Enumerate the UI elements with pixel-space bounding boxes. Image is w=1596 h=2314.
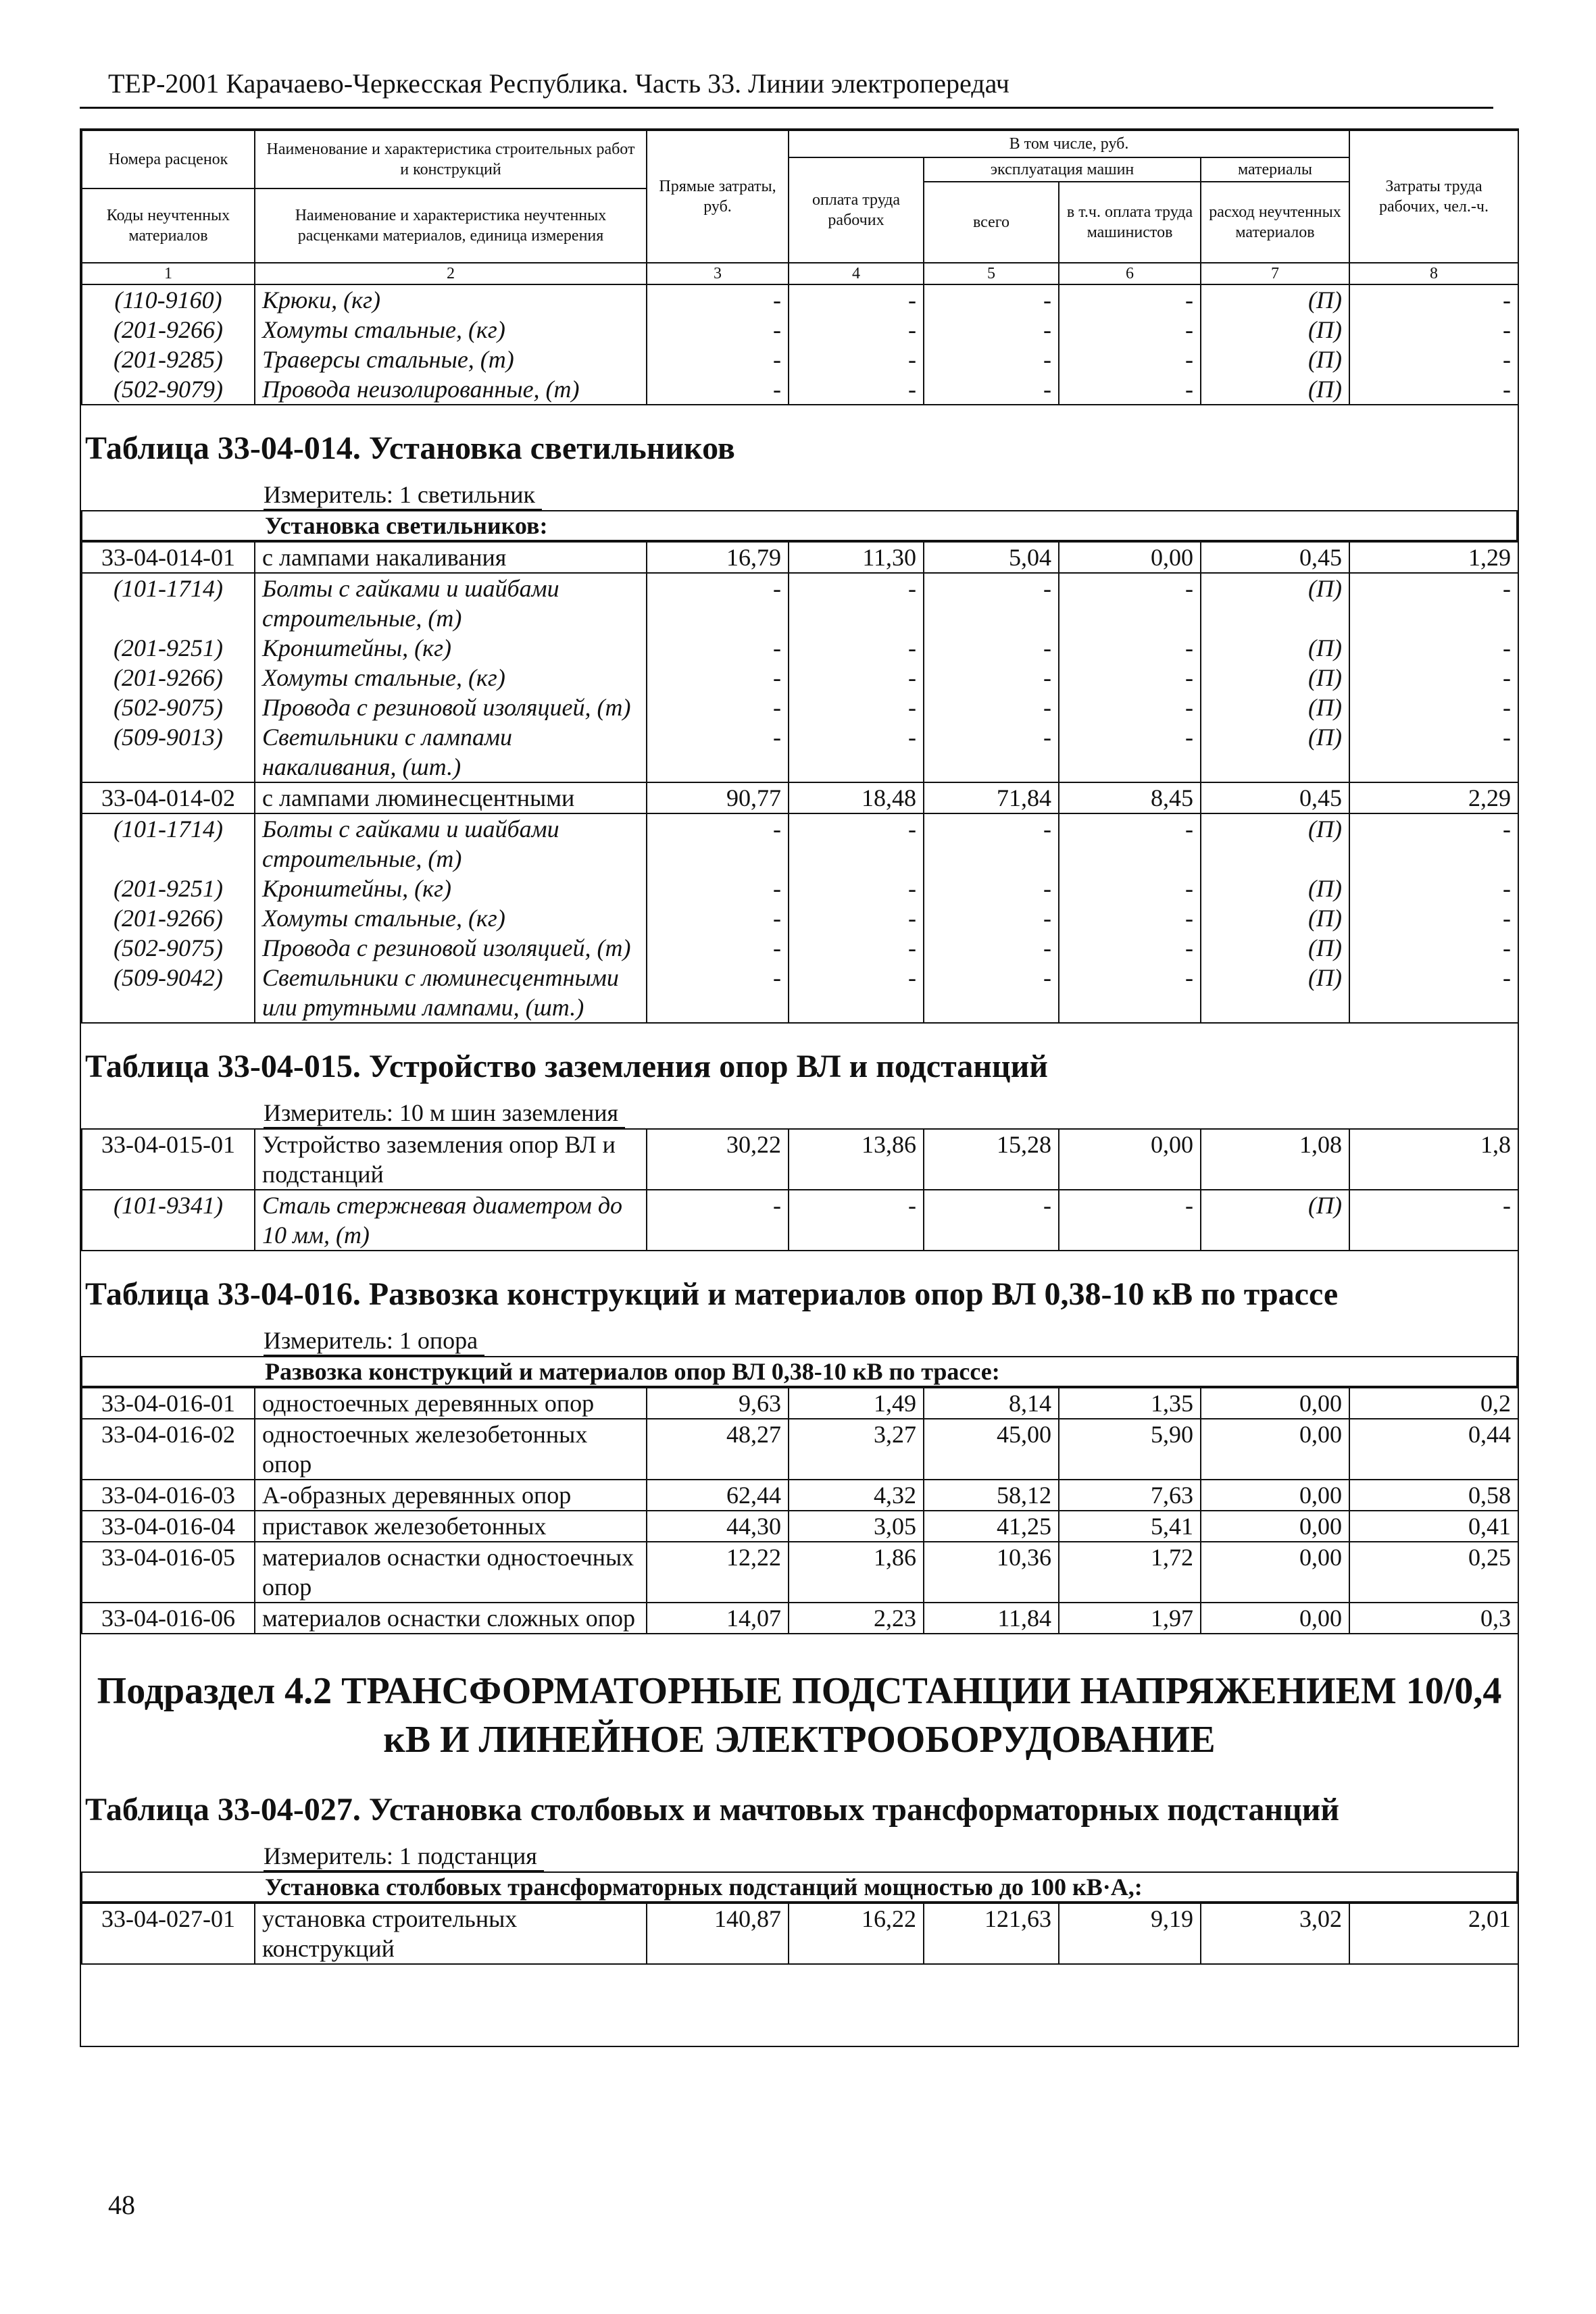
name-cell: одностоечных деревянных опор	[255, 1388, 647, 1419]
material-row	[82, 633, 1518, 663]
table-014-body	[81, 541, 1519, 1024]
table-title: Таблица 33-04-014. Установка светильников	[85, 430, 735, 466]
table-015-body	[81, 1128, 1519, 1251]
value-cell: 16,22	[789, 1903, 924, 1964]
col-2-header: Наименование и характеристика строительных работ и конструкций	[255, 130, 647, 188]
code-cell: (509-9013)	[82, 722, 255, 782]
material-row	[82, 933, 1518, 963]
value-cell: -	[924, 285, 1059, 315]
value-cell: 0,00	[1201, 1480, 1349, 1511]
value-cell: (П)	[1201, 345, 1349, 374]
rate-row	[82, 1129, 1518, 1190]
name-cell: Светильники с лампами накаливания, (шт.)	[255, 722, 647, 782]
name-cell: с лампами накаливания	[255, 542, 647, 573]
value-cell: -	[1059, 963, 1201, 1023]
value-cell: (П)	[1201, 573, 1349, 633]
value-cell: -	[924, 963, 1059, 1023]
col-5-header: всего	[924, 182, 1059, 263]
value-cell: (П)	[1201, 374, 1349, 405]
rate-row	[82, 1511, 1518, 1542]
value-cell: (П)	[1201, 285, 1349, 315]
group-title: Установка столбовых трансформаторных подстанций мощностью до 100 кВ·А,:	[82, 1872, 1517, 1902]
value-cell: 14,07	[647, 1603, 789, 1634]
value-cell: -	[1349, 813, 1518, 874]
value-cell: 30,22	[647, 1129, 789, 1190]
value-cell: (П)	[1201, 663, 1349, 693]
col-1-header: Номера расценок	[82, 130, 255, 188]
table-33-04-016	[81, 1251, 1518, 1634]
col-1-subheader: Коды неучтенных материалов	[82, 188, 255, 263]
value-cell: -	[924, 693, 1059, 722]
header-rule	[80, 107, 1493, 109]
value-cell: 1,08	[1201, 1129, 1349, 1190]
table-meter: Измеритель: 1 подстанция	[264, 1842, 544, 1871]
code-cell: (201-9266)	[82, 315, 255, 345]
table-meter: Измеритель: 1 светильник	[264, 480, 542, 510]
material-row	[82, 813, 1518, 874]
code-cell: (101-1714)	[82, 573, 255, 633]
value-cell: 0,00	[1201, 1388, 1349, 1419]
value-cell: -	[647, 903, 789, 933]
value-cell: -	[789, 874, 924, 903]
code-cell: 33-04-016-04	[82, 1511, 255, 1542]
value-cell: -	[647, 693, 789, 722]
value-cell: -	[924, 813, 1059, 874]
name-cell: Провода с резиновой изоляцией, (т)	[255, 693, 647, 722]
value-cell: -	[924, 663, 1059, 693]
value-cell: -	[789, 933, 924, 963]
material-row	[82, 693, 1518, 722]
value-cell: 45,00	[924, 1419, 1059, 1480]
value-cell: 1,72	[1059, 1542, 1201, 1603]
value-cell: 48,27	[647, 1419, 789, 1480]
value-cell: -	[1059, 933, 1201, 963]
value-cell: 5,90	[1059, 1419, 1201, 1480]
value-cell: 41,25	[924, 1511, 1059, 1542]
name-cell: Кронштейны, (кг)	[255, 874, 647, 903]
value-cell: (П)	[1201, 933, 1349, 963]
value-cell: -	[924, 633, 1059, 663]
value-cell: 11,30	[789, 542, 924, 573]
value-cell: 2,29	[1349, 782, 1518, 813]
value-cell: (П)	[1201, 1190, 1349, 1251]
value-cell: 0,41	[1349, 1511, 1518, 1542]
value-cell: -	[1059, 285, 1201, 315]
value-cell: 0,00	[1201, 1603, 1349, 1634]
value-cell: (П)	[1201, 963, 1349, 1023]
value-cell: 3,05	[789, 1511, 924, 1542]
value-cell: 2,23	[789, 1603, 924, 1634]
incl-header: В том числе, руб.	[789, 130, 1349, 157]
value-cell: -	[647, 813, 789, 874]
value-cell: -	[1349, 1190, 1518, 1251]
col-4-header: оплата труда рабочих	[789, 157, 924, 263]
top-materials-table	[81, 285, 1519, 405]
value-cell: -	[789, 285, 924, 315]
rate-row	[82, 782, 1518, 813]
value-cell: 1,29	[1349, 542, 1518, 573]
value-cell: -	[789, 315, 924, 345]
name-cell: А-образных деревянных опор	[255, 1480, 647, 1511]
value-cell: -	[789, 374, 924, 405]
name-cell: приставок железобетонных	[255, 1511, 647, 1542]
code-cell: (509-9042)	[82, 963, 255, 1023]
value-cell: -	[789, 633, 924, 663]
name-cell: Светильники с люминесцентными или ртутными лампами, (шт.)	[255, 963, 647, 1023]
value-cell: 1,86	[789, 1542, 924, 1603]
value-cell: -	[647, 315, 789, 345]
value-cell: -	[1059, 813, 1201, 874]
value-cell: -	[647, 722, 789, 782]
value-cell: 7,63	[1059, 1480, 1201, 1511]
value-cell: -	[1349, 933, 1518, 963]
value-cell: -	[924, 315, 1059, 345]
value-cell: 10,36	[924, 1542, 1059, 1603]
value-cell: 1,35	[1059, 1388, 1201, 1419]
rate-row	[82, 1419, 1518, 1480]
value-cell: 90,77	[647, 782, 789, 813]
col-3-header: Прямые затраты, руб.	[647, 130, 789, 263]
value-cell: -	[1059, 903, 1201, 933]
value-cell: 13,86	[789, 1129, 924, 1190]
value-cell: 1,8	[1349, 1129, 1518, 1190]
name-cell: материалов оснастки одностоечных опор	[255, 1542, 647, 1603]
value-cell: -	[647, 345, 789, 374]
value-cell: -	[647, 1190, 789, 1251]
value-cell: -	[1349, 633, 1518, 663]
value-cell: -	[1349, 963, 1518, 1023]
value-cell: 71,84	[924, 782, 1059, 813]
rate-row	[82, 1388, 1518, 1419]
value-cell: 0,3	[1349, 1603, 1518, 1634]
value-cell: 1,97	[1059, 1603, 1201, 1634]
name-cell: Траверсы стальные, (т)	[255, 345, 647, 374]
value-cell: 3,02	[1201, 1903, 1349, 1964]
name-cell: Хомуты стальные, (кг)	[255, 663, 647, 693]
name-cell: материалов оснастки сложных опор	[255, 1603, 647, 1634]
value-cell: -	[924, 933, 1059, 963]
table-027-rows	[81, 1871, 1518, 1903]
value-cell: 9,63	[647, 1388, 789, 1419]
value-cell: 16,79	[647, 542, 789, 573]
value-cell: 3,27	[789, 1419, 924, 1480]
value-cell: -	[1349, 903, 1518, 933]
value-cell: -	[1349, 874, 1518, 903]
table-027-body	[81, 1903, 1519, 1965]
table-meter: Измеритель: 1 опора	[264, 1326, 484, 1356]
value-cell: -	[647, 374, 789, 405]
code-cell: 33-04-016-06	[82, 1603, 255, 1634]
value-cell: (П)	[1201, 874, 1349, 903]
value-cell: 8,14	[924, 1388, 1059, 1419]
value-cell: -	[1059, 874, 1201, 903]
value-cell: -	[924, 573, 1059, 633]
value-cell: 4,32	[789, 1480, 924, 1511]
value-cell: -	[647, 663, 789, 693]
value-cell: 5,41	[1059, 1511, 1201, 1542]
value-cell: -	[647, 573, 789, 633]
value-cell: -	[924, 874, 1059, 903]
value-cell: 62,44	[647, 1480, 789, 1511]
value-cell: -	[647, 285, 789, 315]
col-8-header: Затраты труда рабочих, чел.-ч.	[1349, 130, 1518, 263]
value-cell: 0,00	[1059, 542, 1201, 573]
name-cell: Хомуты стальные, (кг)	[255, 903, 647, 933]
material-row	[82, 573, 1518, 633]
value-cell: (П)	[1201, 315, 1349, 345]
value-cell: 0,00	[1059, 1129, 1201, 1190]
code-cell: (101-9341)	[82, 1190, 255, 1251]
code-cell: 33-04-015-01	[82, 1129, 255, 1190]
name-cell: Кронштейны, (кг)	[255, 633, 647, 663]
value-cell: 0,00	[1201, 1419, 1349, 1480]
code-cell: (201-9266)	[82, 903, 255, 933]
value-cell: -	[1349, 374, 1518, 405]
value-cell: -	[789, 345, 924, 374]
value-cell: 0,45	[1201, 542, 1349, 573]
table-title: Таблица 33-04-027. Установка столбовых и мачтовых трансформаторных подстанций	[85, 1792, 1340, 1828]
name-cell: установка строительных конструкций	[255, 1903, 647, 1964]
running-header: ТЕР-2001 Карачаево-Черкесская Республика. Часть 33. Линии электропередач	[108, 68, 1009, 99]
value-cell: -	[1059, 1190, 1201, 1251]
value-cell: -	[789, 1190, 924, 1251]
price-table	[80, 128, 1519, 2047]
value-cell: 9,19	[1059, 1903, 1201, 1964]
value-cell: -	[647, 874, 789, 903]
value-cell: -	[1349, 663, 1518, 693]
value-cell: 5,04	[924, 542, 1059, 573]
value-cell: 0,45	[1201, 782, 1349, 813]
name-cell: Крюки, (кг)	[255, 285, 647, 315]
material-row	[82, 374, 1518, 405]
value-cell: -	[647, 633, 789, 663]
code-cell: 33-04-014-02	[82, 782, 255, 813]
code-cell: 33-04-014-01	[82, 542, 255, 573]
name-cell: Болты с гайками и шайбами строительные, (т)	[255, 813, 647, 874]
column-header	[81, 130, 1519, 285]
material-row	[82, 874, 1518, 903]
machines-header: эксплуатация машин	[924, 157, 1201, 182]
code-cell: (201-9285)	[82, 345, 255, 374]
value-cell: -	[789, 573, 924, 633]
code-cell: (502-9075)	[82, 693, 255, 722]
value-cell: -	[1059, 633, 1201, 663]
value-cell: -	[1059, 345, 1201, 374]
value-cell: 2,01	[1349, 1903, 1518, 1964]
value-cell: -	[789, 903, 924, 933]
table-bottom-space	[81, 1965, 1518, 2046]
material-row	[82, 1190, 1518, 1251]
value-cell: -	[1349, 693, 1518, 722]
column-numbers: 1 2 3 4 5 6 7 8	[82, 263, 1518, 284]
value-cell: 0,25	[1349, 1542, 1518, 1603]
material-row	[82, 315, 1518, 345]
value-cell: 121,63	[924, 1903, 1059, 1964]
name-cell: с лампами люминесцентными	[255, 782, 647, 813]
material-row	[82, 285, 1518, 315]
value-cell: 140,87	[647, 1903, 789, 1964]
value-cell: -	[924, 1190, 1059, 1251]
value-cell: -	[1059, 693, 1201, 722]
code-cell: 33-04-016-03	[82, 1480, 255, 1511]
value-cell: -	[924, 722, 1059, 782]
value-cell: (П)	[1201, 903, 1349, 933]
value-cell: -	[1059, 573, 1201, 633]
value-cell: -	[1349, 315, 1518, 345]
code-cell: (201-9266)	[82, 663, 255, 693]
name-cell: Провода с резиновой изоляцией, (т)	[255, 933, 647, 963]
table-33-04-027	[81, 1791, 1518, 1965]
code-cell: 33-04-016-02	[82, 1419, 255, 1480]
table-33-04-014	[81, 405, 1518, 1024]
code-cell: (201-9251)	[82, 633, 255, 663]
rate-row	[82, 1903, 1518, 1964]
value-cell: -	[1059, 663, 1201, 693]
table-title: Таблица 33-04-015. Устройство заземления опор ВЛ и подстанций	[85, 1049, 1048, 1084]
value-cell: 8,45	[1059, 782, 1201, 813]
code-cell: (110-9160)	[82, 285, 255, 315]
value-cell: -	[1349, 285, 1518, 315]
value-cell: 1,49	[789, 1388, 924, 1419]
value-cell: 58,12	[924, 1480, 1059, 1511]
value-cell: -	[647, 933, 789, 963]
name-cell: Хомуты стальные, (кг)	[255, 315, 647, 345]
rate-row	[82, 1603, 1518, 1634]
value-cell: -	[1059, 374, 1201, 405]
value-cell: 12,22	[647, 1542, 789, 1603]
value-cell: -	[1059, 315, 1201, 345]
table-016-rows	[81, 1356, 1518, 1387]
code-cell: 33-04-027-01	[82, 1903, 255, 1964]
value-cell: 18,48	[789, 782, 924, 813]
code-cell: (201-9251)	[82, 874, 255, 903]
name-cell: Болты с гайками и шайбами строительные, (т)	[255, 573, 647, 633]
materials-header: материалы	[1201, 157, 1349, 182]
value-cell: (П)	[1201, 633, 1349, 663]
value-cell: -	[1349, 345, 1518, 374]
material-row	[82, 903, 1518, 933]
material-row	[82, 345, 1518, 374]
value-cell: 11,84	[924, 1603, 1059, 1634]
value-cell: 0,00	[1201, 1511, 1349, 1542]
code-cell: (502-9079)	[82, 374, 255, 405]
name-cell: Провода неизолированные, (т)	[255, 374, 647, 405]
code-cell: (502-9075)	[82, 933, 255, 963]
value-cell: (П)	[1201, 813, 1349, 874]
value-cell: -	[1349, 722, 1518, 782]
value-cell: -	[924, 345, 1059, 374]
col-7-header: расход неучтенных материалов	[1201, 182, 1349, 263]
subsection-title: Подраздел 4.2 ТРАНСФОРМАТОРНЫЕ ПОДСТАНЦИИ НАПРЯЖЕНИЕМ 10/0,4 кВ И ЛИНЕЙНОЕ ЭЛЕКТРООБОРУДОВАНИЕ	[97, 1670, 1502, 1761]
value-cell: -	[789, 963, 924, 1023]
value-cell: 0,44	[1349, 1419, 1518, 1480]
value-cell: -	[1059, 722, 1201, 782]
material-row	[82, 663, 1518, 693]
table-33-04-015	[81, 1024, 1518, 1251]
col-2-subheader: Наименование и характеристика неучтенных расценками материалов, единица измерения	[255, 188, 647, 263]
name-cell: одностоечных железобетонных опор	[255, 1419, 647, 1480]
rate-row	[82, 542, 1518, 573]
value-cell: 15,28	[924, 1129, 1059, 1190]
value-cell: 0,00	[1201, 1542, 1349, 1603]
value-cell: -	[789, 813, 924, 874]
group-title: Установка светильников:	[82, 511, 1517, 540]
value-cell: -	[1349, 573, 1518, 633]
material-row	[82, 722, 1518, 782]
value-cell: 0,58	[1349, 1480, 1518, 1511]
value-cell: 44,30	[647, 1511, 789, 1542]
value-cell: -	[789, 663, 924, 693]
code-cell: 33-04-016-01	[82, 1388, 255, 1419]
value-cell: -	[789, 722, 924, 782]
rate-row	[82, 1480, 1518, 1511]
name-cell: Устройство заземления опор ВЛ и подстанций	[255, 1129, 647, 1190]
value-cell: 0,2	[1349, 1388, 1518, 1419]
value-cell: (П)	[1201, 693, 1349, 722]
rate-row	[82, 1542, 1518, 1603]
table-014-rows	[81, 510, 1518, 541]
code-cell: 33-04-016-05	[82, 1542, 255, 1603]
value-cell: (П)	[1201, 722, 1349, 782]
table-title: Таблица 33-04-016. Развозка конструкций и материалов опор ВЛ 0,38-10 кВ по трассе	[85, 1276, 1339, 1312]
table-meter: Измеритель: 10 м шин заземления	[264, 1099, 625, 1128]
code-cell: (101-1714)	[82, 813, 255, 874]
name-cell: Сталь стержневая диаметром до 10 мм, (т)	[255, 1190, 647, 1251]
value-cell: -	[647, 963, 789, 1023]
group-title: Развозка конструкций и материалов опор ВЛ 0,38-10 кВ по трассе:	[82, 1357, 1517, 1386]
material-row	[82, 963, 1518, 1023]
page-number: 48	[108, 2190, 135, 2220]
value-cell: -	[789, 693, 924, 722]
col-6-header: в т.ч. оплата труда машинистов	[1059, 182, 1201, 263]
value-cell: -	[924, 374, 1059, 405]
value-cell: -	[924, 903, 1059, 933]
table-016-body	[81, 1387, 1519, 1634]
